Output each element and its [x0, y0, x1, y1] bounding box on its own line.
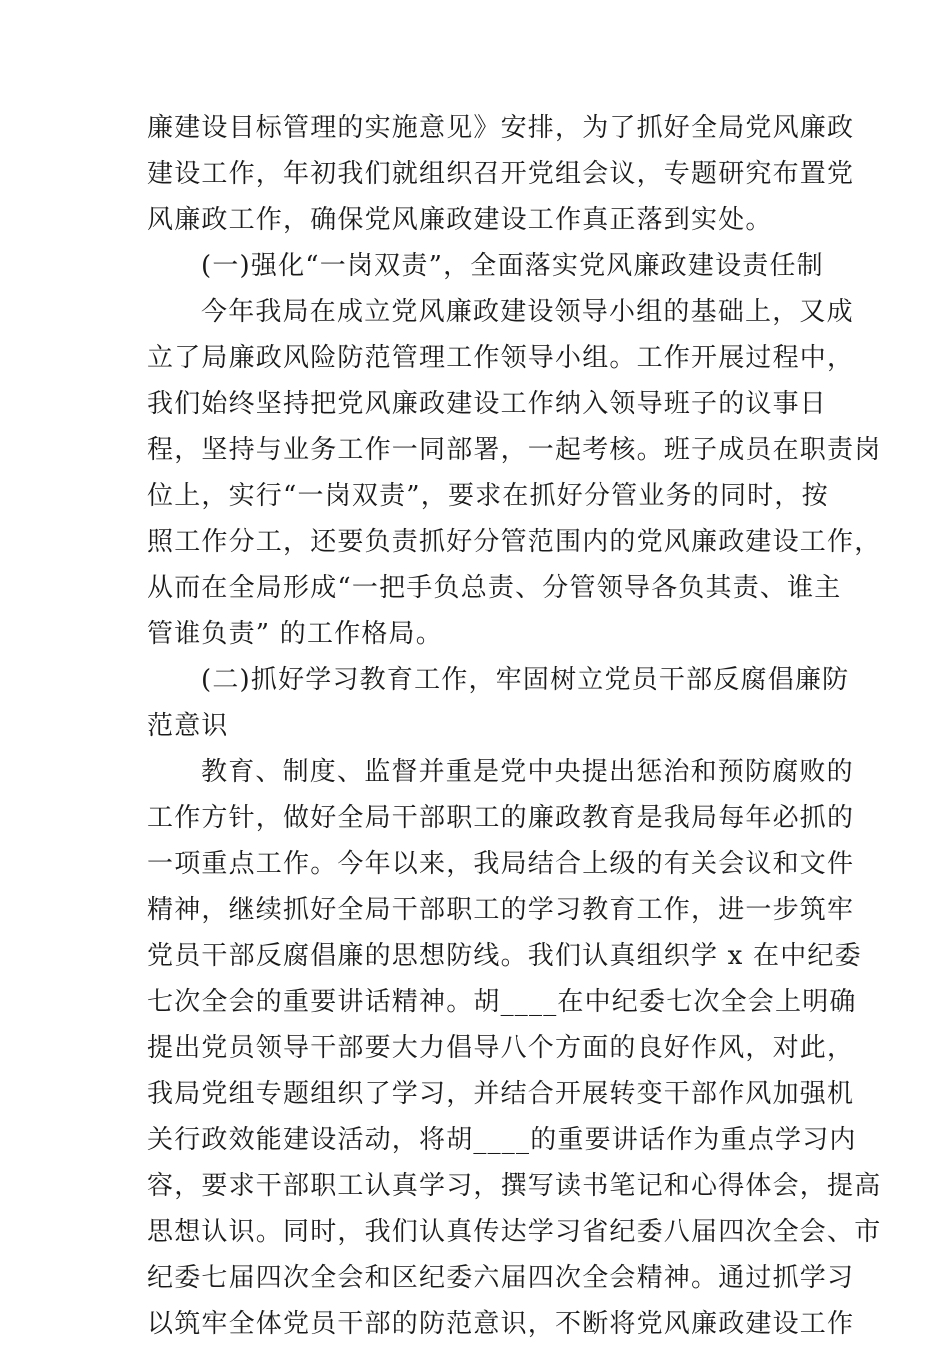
body-text-line: 教育、制度、监督并重是党中央提出惩治和预防腐败的 [201, 757, 854, 787]
body-text-line: 位上，实行“一岗双责”，要求在抓好分管业务的同时，按 [147, 481, 829, 511]
body-text-line: 党员干部反腐倡廉的思想防线。我们认真组织学 x 在中纪委 [147, 941, 862, 971]
body-text-line: 风廉政工作，确保党风廉政建设工作真正落到实处。 [147, 205, 773, 235]
body-text-line: 提出党员领导干部要大力倡导八个方面的良好作风，对此， [147, 1033, 855, 1063]
body-text-line: 照工作分工，还要负责抓好分管范围内的党风廉政建设工作， [147, 527, 882, 557]
body-text-line: 一项重点工作。今年以来，我局结合上级的有关会议和文件 [147, 849, 855, 879]
section-heading-1: (一)强化“一岗双责”，全面落实党风廉政建设责任制 [201, 251, 824, 281]
body-text-line: 程，坚持与业务工作一同部署，一起考核。班子成员在职责岗 [147, 435, 882, 465]
section-heading-2: (二)抓好学习教育工作，牢固树立党员干部反腐倡廉防 [201, 665, 850, 695]
body-text-line: 从而在全局形成“一把手负总责、分管领导各负其责、谁主 [147, 573, 842, 603]
body-text-line: 建设工作，年初我们就组织召开党组会议，专题研究布置党 [147, 159, 855, 189]
body-text-line: 七次全会的重要讲话精神。胡____在中纪委七次全会上明确 [147, 987, 857, 1017]
section-heading-2-cont: 范意识 [147, 711, 229, 741]
body-text-line: 以筑牢全体党员干部的防范意识，不断将党风廉政建设工作 [147, 1309, 855, 1339]
body-text-line: 廉建设目标管理的实施意见》安排，为了抓好全局党风廉政 [147, 113, 855, 143]
body-text-line: 我们始终坚持把党风廉政建设工作纳入领导班子的议事日 [147, 389, 828, 419]
body-text-line: 容，要求干部职工认真学习，撰写读书笔记和心得体会，提高 [147, 1171, 882, 1201]
body-text-line: 纪委七届四次全会和区纪委六届四次全会精神。通过抓学习 [147, 1263, 855, 1293]
body-text-line: 管谁负责” 的工作格局。 [147, 619, 443, 649]
body-text-line: 今年我局在成立党风廉政建设领导小组的基础上，又成 [201, 297, 854, 327]
body-text-line: 工作方针，做好全局干部职工的廉政教育是我局每年必抓的 [147, 803, 855, 833]
body-text-line: 思想认识。同时，我们认真传达学习省纪委八届四次全会、市 [147, 1217, 882, 1247]
body-text-line: 精神，继续抓好全局干部职工的学习教育工作，进一步筑牢 [147, 895, 855, 925]
body-text-line: 立了局廉政风险防范管理工作领导小组。工作开展过程中， [147, 343, 855, 373]
body-text-line: 我局党组专题组织了学习，并结合开展转变干部作风加强机 [147, 1079, 855, 1109]
body-text-line: 关行政效能建设活动，将胡____的重要讲话作为重点学习内 [147, 1125, 857, 1155]
